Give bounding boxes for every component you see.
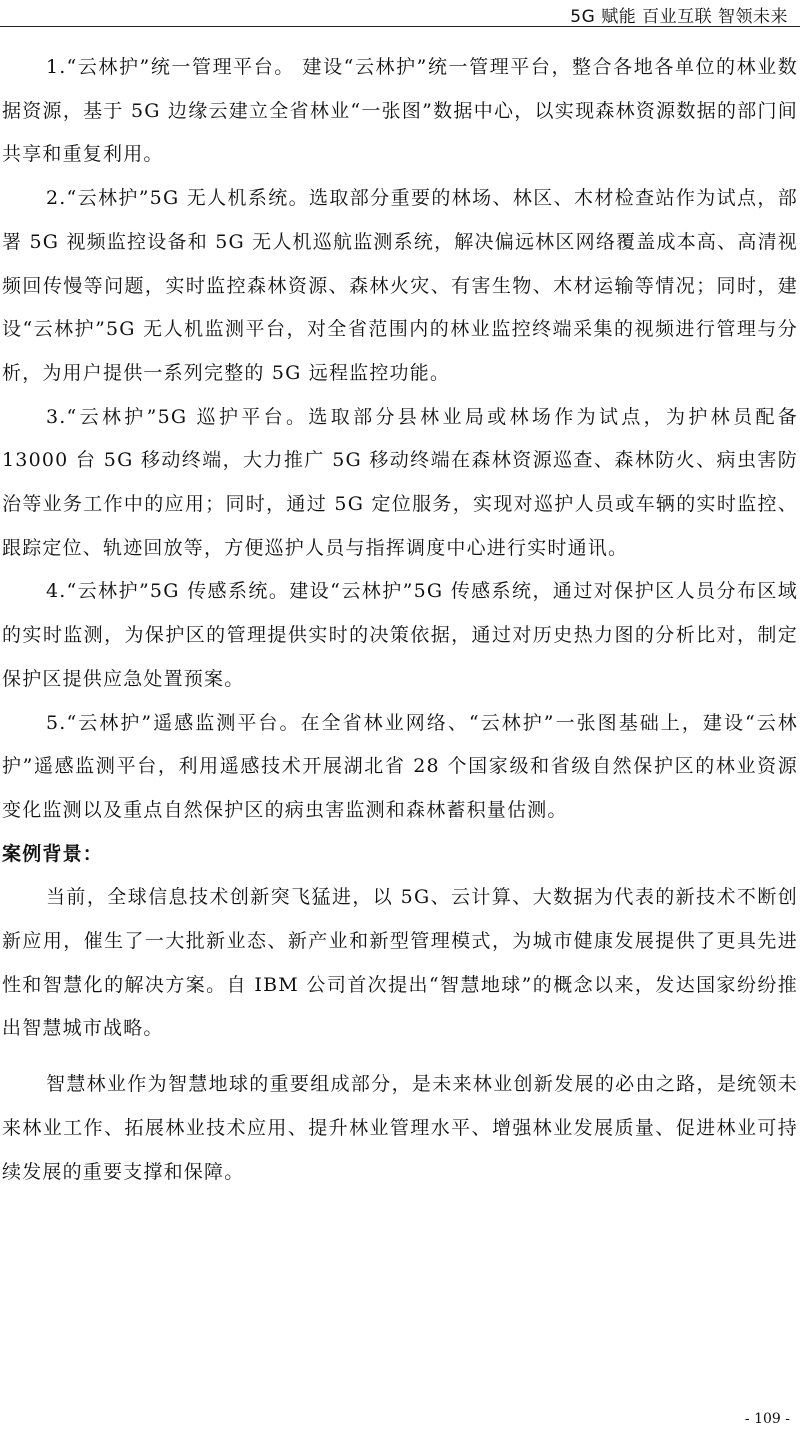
section-heading-background: 案例背景： xyxy=(2,842,104,865)
header-rule xyxy=(0,26,800,27)
list-item-4: 4.“云林护”5G 传感系统。建设“云林护”5G 传感系统，通过对保护区人员分布区域的实时监测，为保护区的管理提供实时的决策依据，通过对历史热力图的分析比对，制定保护区提供应急处置预案。 xyxy=(2,580,798,690)
page-number: - 109 - xyxy=(744,1411,790,1427)
list-item-1: 1.“云林护”统一管理平台。 建设“云林护”统一管理平台，整合各地各单位的林业数据资源，基于 5G 边缘云建立全省林业“一张图”数据中心，以实现森林资源数据的部门间共享和重复利用。 xyxy=(2,56,798,166)
background-paragraph-2: 智慧林业作为智慧地球的重要组成部分，是未来林业创新发展的必由之路，是统领未来林业工作、拓展林业技术应用、提升林业管理水平、增强林业发展质量、促进林业可持续发展的重要支撑和保障。 xyxy=(2,1073,798,1183)
list-item-3: 3.“云林护”5G 巡护平台。选取部分县林业局或林场作为试点，为护林员配备 13000 台 5G 移动终端，大力推广 5G 移动终端在森林资源巡查、森林防火、病虫害防治等业务工作中的应用；同时，通过 5G 定位服务，实现对巡护人员或车辆的实时监控、跟踪定位、轨迹回放等，方便巡护人员与指挥调度中心进行实时通讯。 xyxy=(2,405,798,559)
document-body xyxy=(2,46,798,1194)
header-title: 5G 赋能 百业互联 智领未来 xyxy=(570,7,788,27)
page-header xyxy=(0,0,800,28)
background-paragraph-1: 当前，全球信息技术创新突飞猛进，以 5G、云计算、大数据为代表的新技术不断创新应用，催生了一大批新业态、新产业和新型管理模式，为城市健康发展提供了更具先进性和智慧化的解决方案。自 IBM 公司首次提出“智慧地球”的概念以来，发达国家纷纷推出智慧城市战略。 xyxy=(2,886,798,1040)
list-item-5: 5.“云林护”遥感监测平台。在全省林业网络、“云林护”一张图基础上，建设“云林护”遥感监测平台，利用遥感技术开展湖北省 28 个国家级和省级自然保护区的林业资源变化监测以及重点自然保护区的病虫害监测和森林蓄积量估测。 xyxy=(2,711,798,821)
list-item-2: 2.“云林护”5G 无人机系统。选取部分重要的林场、林区、木材检查站作为试点，部署 5G 视频监控设备和 5G 无人机巡航监测系统，解决偏远林区网络覆盖成本高、高清视频回传慢等问题，实时监控森林资源、森林火灾、有害生物、木材运输等情况；同时，建设“云林护”5G 无人机监测平台，对全省范围内的林业监控终端采集的视频进行管理与分析，为用户提供一系列完整的 5G 远程监控功能。 xyxy=(2,187,798,384)
